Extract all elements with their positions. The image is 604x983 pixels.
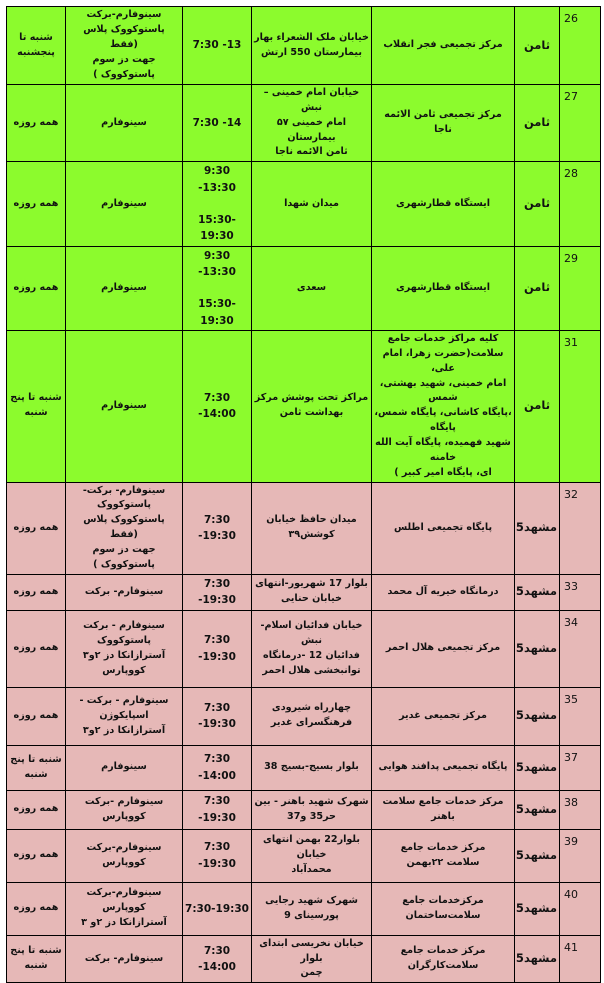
center-name-cell: پایگاه تجمیعی اطلس (372, 482, 515, 574)
address-cell: خیابان امام خمینی – نبش امام خمینی ۵۷ بیمارستان ثامن الائمه ناجا (252, 85, 372, 162)
table-row (7, 574, 601, 610)
address-cell: خیابان فدائیان اسلام- نبش فدائیان 12 -درمانگاه توانبخشی هلال احمر (252, 610, 372, 687)
days-cell: همه روزه (7, 687, 66, 745)
vaccine-cell: سینوفارم- برکت (66, 574, 183, 610)
row-number: 41 (560, 935, 601, 983)
city-cell: ثامن (515, 246, 560, 330)
days-cell: همه روزه (7, 85, 66, 162)
city-cell: مشهد5 (515, 687, 560, 745)
row-number: 32 (560, 482, 601, 574)
table-row (7, 85, 601, 162)
row-number: 29 (560, 246, 601, 330)
hours-cell: 7:30 -19:30 (183, 687, 252, 745)
days-cell: شنبه تا پنج شنبه (7, 935, 66, 983)
hours-cell: 7:30 -14:00 (183, 745, 252, 790)
row-number: 38 (560, 790, 601, 829)
vaccine-cell: سینوفارم - برکت - اسپایکوژن آسترازانکا دز ۲و۳ (66, 687, 183, 745)
city-cell: مشهد5 (515, 882, 560, 935)
city-cell: ثامن (515, 7, 560, 85)
city-cell: مشهد5 (515, 574, 560, 610)
table-row (7, 330, 601, 482)
hours-cell: 7:30 -14:00 (183, 330, 252, 482)
address-cell: بلوار22 بهمن انتهای خیابان محمدآباد (252, 829, 372, 882)
days-cell: همه روزه (7, 882, 66, 935)
center-name-cell: مرکز تجمیعی فجر انقلاب (372, 7, 515, 85)
table-row (7, 482, 601, 574)
center-name-cell: مرکز خدمات جامع سلامت‌کارگران (372, 935, 515, 983)
days-cell: شنبه تا پنج شنبه (7, 330, 66, 482)
vaccine-cell: سینوفارم (66, 162, 183, 246)
center-name-cell: ایستگاه قطارشهری (372, 246, 515, 330)
address-cell: میدان شهدا (252, 162, 372, 246)
hours-cell: 7:30 -13 (183, 7, 252, 85)
hours-cell: 7:30 -19:30 (183, 574, 252, 610)
hours-cell: 7:30 -14 (183, 85, 252, 162)
table-row (7, 7, 601, 85)
days-cell: همه روزه (7, 610, 66, 687)
center-name-cell: مرکز تجمیعی ثامن الائمه ناجا (372, 85, 515, 162)
center-name-cell: ایستگاه قطارشهری (372, 162, 515, 246)
hours-cell: 7:30 -19:30 (183, 829, 252, 882)
address-cell: شهرک شهید رجایی پورسینای 9 (252, 882, 372, 935)
table-body (7, 7, 601, 983)
vaccine-cell: سینوفارم -برکت کووپارس (66, 790, 183, 829)
vaccine-cell: سینوفارم-برکت کووپارس آسترازانکا دز ۲و ۳ (66, 882, 183, 935)
vaccine-cell: سینوفارم-برکت کووپارس (66, 829, 183, 882)
table-row (7, 829, 601, 882)
center-name-cell: درمانگاه خیریه آل محمد (372, 574, 515, 610)
city-cell: مشهد5 (515, 610, 560, 687)
hours-cell: 9:30 -13:30 15:30-19:30 (183, 162, 252, 246)
vaccine-cell: سینوفارم- برکت (66, 935, 183, 983)
city-cell: مشهد5 (515, 790, 560, 829)
address-cell: چهارراه شیرودی فرهنگسرای غدیر (252, 687, 372, 745)
vaccine-cell: سینوفارم (66, 745, 183, 790)
vaccine-cell: سینوفارم - برکت پاستوکووک آسترازانکا دز ۲و۳ کووپارس (66, 610, 183, 687)
hours-cell: 7:30 -19:30 (183, 482, 252, 574)
center-name-cell: پایگاه تجمیعی پدافند هوایی (372, 745, 515, 790)
hours-cell: 9:30 -13:30 15:30-19:30 (183, 246, 252, 330)
city-cell: ثامن (515, 162, 560, 246)
table-row (7, 935, 601, 983)
address-cell: بلوار بسیج-بسیج 38 (252, 745, 372, 790)
center-name-cell: مرکز خدمات جامع سلامت باهنر (372, 790, 515, 829)
center-name-cell: مرکز تجمیعی هلال احمر (372, 610, 515, 687)
row-number: 26 (560, 7, 601, 85)
city-cell: مشهد5 (515, 829, 560, 882)
vaccine-cell: سینوفارم- برکت- پاستوکووک پاستوکووک پلاس (فقط جهت دز سوم پاستوکووک ) (66, 482, 183, 574)
table-row (7, 246, 601, 330)
vaccine-cell: سینوفارم (66, 85, 183, 162)
table-row (7, 162, 601, 246)
center-name-cell: مرکز تجمیعی غدیر (372, 687, 515, 745)
days-cell: همه روزه (7, 829, 66, 882)
days-cell: شنبه تا پنج شنبه (7, 745, 66, 790)
hours-cell: 7:30 -19:30 (183, 790, 252, 829)
vaccine-cell: سینوفارم (66, 330, 183, 482)
row-number: 28 (560, 162, 601, 246)
table-row (7, 745, 601, 790)
address-cell: بلوار 17 شهریور-انتهای خیابان حنایی (252, 574, 372, 610)
center-name-cell: کلیه مراکز خدمات جامع سلامت(حضرت زهرا، امام علی، امام خمینی، شهید بهشتی، شمس ،پایگاه کاشانی، پایگاه شمس، پایگاه شهید فهمیده، پایگاه آیت الله خامنه ای، پایگاه امیر کبیر ) (372, 330, 515, 482)
hours-cell: 7:30-19:30 (183, 882, 252, 935)
hours-cell: 7:30 -19:30 (183, 610, 252, 687)
address-cell: خیابان نخریسی ابتدای بلوار چمن (252, 935, 372, 983)
days-cell: شنبه تا پنجشنبه (7, 7, 66, 85)
row-number: 40 (560, 882, 601, 935)
address-cell: سعدی (252, 246, 372, 330)
hours-cell: 7:30 -14:00 (183, 935, 252, 983)
vaccine-cell: سینوفارم (66, 246, 183, 330)
address-cell: خیابان ملک الشعراء بهار بیمارستان 550 ارتش (252, 7, 372, 85)
table-row (7, 882, 601, 935)
city-cell: ثامن (515, 330, 560, 482)
days-cell: همه روزه (7, 574, 66, 610)
center-name-cell: مرکزخدمات جامع سلامت‌ساختمان (372, 882, 515, 935)
days-cell: همه روزه (7, 482, 66, 574)
address-cell: شهرک شهید باهنر - بین حر35 و37 (252, 790, 372, 829)
days-cell: همه روزه (7, 162, 66, 246)
address-cell: مراکز تحت پوشش مرکز بهداشت ثامن (252, 330, 372, 482)
table-row (7, 790, 601, 829)
row-number: 35 (560, 687, 601, 745)
row-number: 37 (560, 745, 601, 790)
row-number: 39 (560, 829, 601, 882)
row-number: 27 (560, 85, 601, 162)
days-cell: همه روزه (7, 246, 66, 330)
table-row (7, 610, 601, 687)
vaccine-cell: سینوفارم-برکت پاستوکووک پلاس (فقط جهت دز سوم پاستوکووک ) (66, 7, 183, 85)
vaccination-centers-table (6, 6, 601, 983)
address-cell: میدان حافظ خیابان کوشش۳۹ (252, 482, 372, 574)
city-cell: مشهد5 (515, 482, 560, 574)
city-cell: مشهد5 (515, 745, 560, 790)
city-cell: ثامن (515, 85, 560, 162)
table-row (7, 687, 601, 745)
days-cell: همه روزه (7, 790, 66, 829)
row-number: 33 (560, 574, 601, 610)
city-cell: مشهد5 (515, 935, 560, 983)
center-name-cell: مرکز خدمات جامع سلامت ۲۲بهمن (372, 829, 515, 882)
row-number: 34 (560, 610, 601, 687)
row-number: 31 (560, 330, 601, 482)
